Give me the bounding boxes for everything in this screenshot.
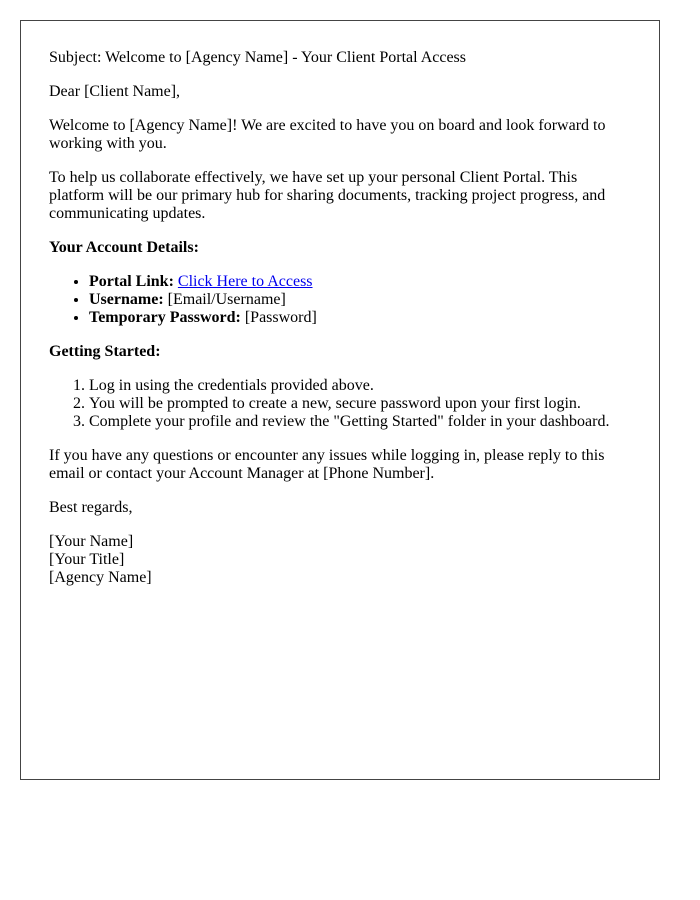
portal-access-link[interactable]: Click Here to Access xyxy=(177,273,313,290)
closing-line: Best regards, xyxy=(49,499,133,516)
portal-link-label: Portal Link: xyxy=(89,273,174,290)
account-detail-portal-link xyxy=(89,273,631,291)
account-details-list xyxy=(49,273,631,327)
step-item: 3. Complete your profile and review the "Getting Started" folder in your dashboard. xyxy=(89,413,631,431)
email-subject: Subject: Welcome to [Agency Name] - Your Client Portal Access xyxy=(49,49,466,66)
email-greeting: Dear [Client Name], xyxy=(49,83,181,100)
support-paragraph: If you have any questions or encounter any issues while logging in, please reply to this email or contact your Account Manager at [Phone Number]. xyxy=(49,447,605,482)
signature-block xyxy=(49,533,631,587)
portal-paragraph: To help us collaborate effectively, we have set up your personal Client Portal. This platform will be our primary hub for sharing documents, tracking project progress, and communicating updates. xyxy=(49,169,606,222)
password-value: [Password] xyxy=(244,309,317,326)
step-item: 1. Log in using the credentials provided above. xyxy=(89,377,631,395)
username-label: Username: xyxy=(89,291,164,308)
getting-started-heading: Getting Started: xyxy=(49,343,161,360)
email-document xyxy=(20,20,660,780)
account-detail-password xyxy=(89,309,631,327)
account-details-heading: Your Account Details: xyxy=(49,239,199,256)
signature-agency: [Agency Name] xyxy=(49,569,152,586)
password-label: Temporary Password: xyxy=(89,309,241,326)
intro-paragraph: Welcome to [Agency Name]! We are excited to have you on board and look forward to working with you. xyxy=(49,117,606,152)
step-item: 2. You will be prompted to create a new, secure password upon your first login. xyxy=(89,395,631,413)
signature-title: [Your Title] xyxy=(49,551,125,568)
username-value: [Email/Username] xyxy=(167,291,286,308)
getting-started-steps xyxy=(49,377,631,431)
signature-name: [Your Name] xyxy=(49,533,134,550)
account-detail-username xyxy=(89,291,631,309)
